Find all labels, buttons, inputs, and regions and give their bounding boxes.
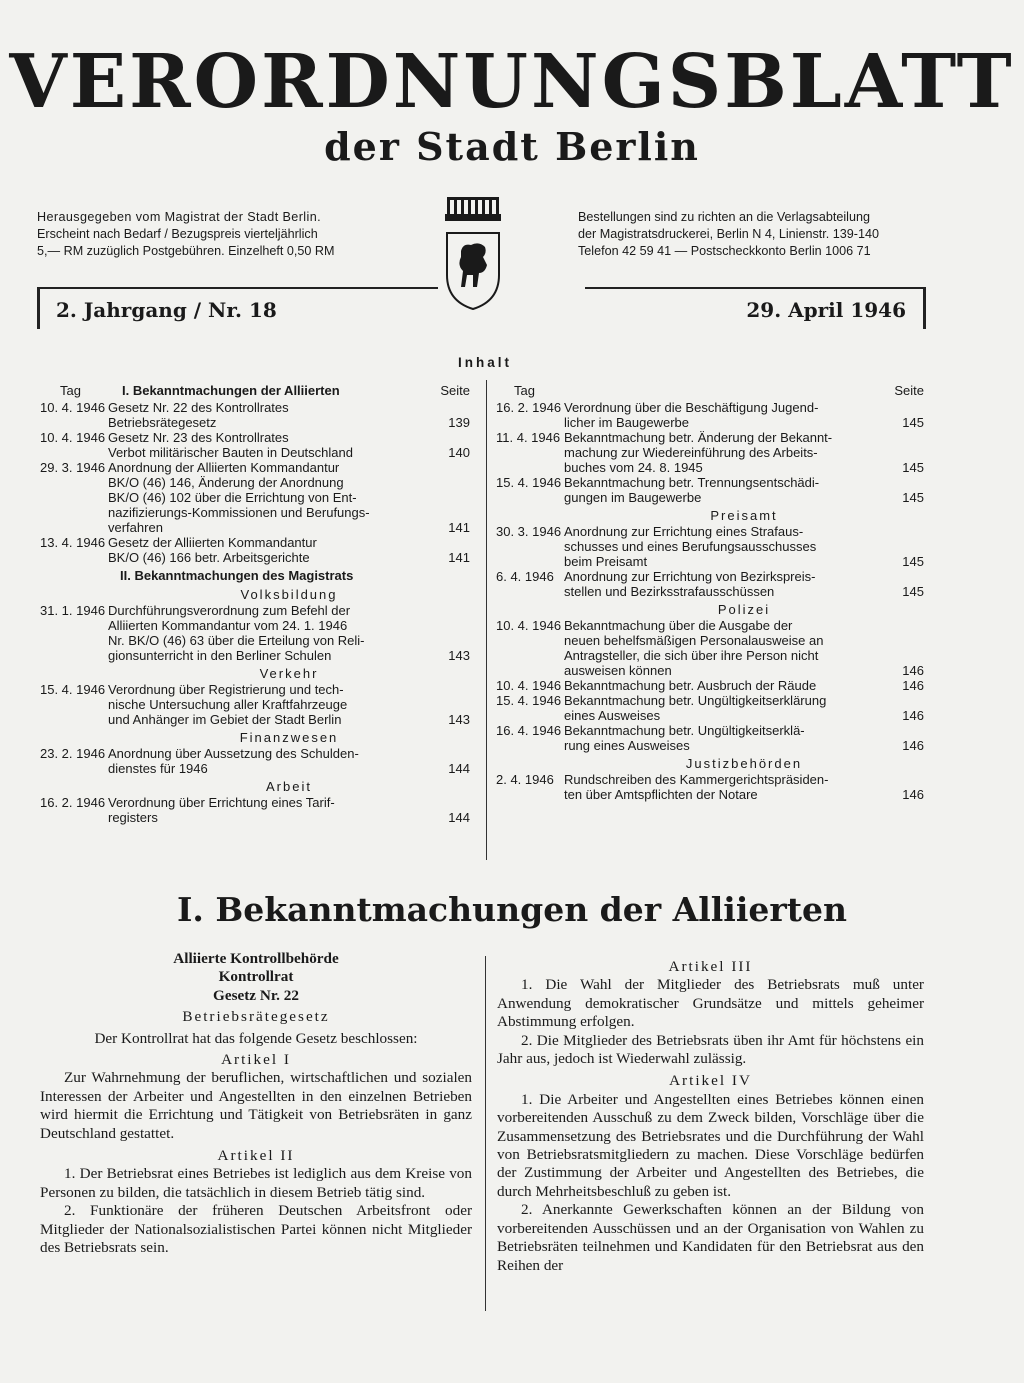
article-text: 1. Der Betriebsrat eines Betriebes ist lediglich aus dem Kreise von Personen zu bilden, die tatsächlich in diesem Betrieb tätig sind. [40,1165,472,1201]
toc-entry-text: Anordnung zur Errichtung eines Strafaus- schusses und eines Berufungsausschusses beim Preisamt [564,524,817,569]
article-text: 1. Die Wahl der Mitglieder des Betriebsrats muß unter Anwendung demokratischer Grundsätze und mittels geheimer Abstimmung erfolgen. [497,976,924,1031]
toc-entry-text: Bekanntmachung betr. Ungültigkeitserklä- rung eines Ausweises [564,723,805,753]
law-number: Gesetz Nr. 22 [213,986,299,1004]
article-text: Zur Wahrnehmung der beruflichen, wirtschaftlichen und sozialen Interessen der Arbeiter und Angestellten in den einzelnen Betrieben wird hiermit die Errichtung und Tätigkeit von Betriebsräten in ganz Deutschland gestattet. [40,1069,472,1142]
toc-entry-page: 141 [448,550,470,565]
body-right-column [497,958,924,1275]
toc-seite-header: Seite [894,383,924,398]
order-info [578,209,879,260]
toc-entry [40,430,470,460]
law-name: Betriebsrätegesetz [182,1008,330,1026]
toc-right-header [496,383,924,400]
toc-entry-text: Durchführungsverordnung zum Befehl der Alliierten Kommandantur vom 24. 1. 1946 Nr. BK/O (46) 63 über die Erteilung von Reli- gionsunterricht in den Berliner Schulen [108,603,365,663]
toc-subsection: Justizbehörden [685,756,803,771]
masthead-title: VERORDNUNGSBLATT [9,39,1015,125]
toc-entry-text: Verordnung über die Beschäftigung Jugend- licher im Baugewerbe [564,400,819,430]
toc-entry [496,618,924,678]
toc-entry-text: Gesetz Nr. 22 des Kontrollrates Betriebsrätegesetz [108,400,289,430]
toc-entry-date: 2. 4. 1946 [496,772,554,787]
toc-entry-date: 6. 4. 1946 [496,569,554,584]
toc-entry [496,430,924,475]
article-text: 2. Funktionäre der früheren Deutschen Arbeitsfront oder Mitglieder der Nationalsozialistischen Partei können nicht Mitglieder des Betriebsrats sein. [40,1202,472,1257]
toc-list [496,524,924,599]
publisher-line: Erscheint nach Bedarf / Bezugspreis vierteljährlich [37,227,318,241]
toc-entry-text: Bekanntmachung betr. Ungültigkeitserklärung eines Ausweises [564,693,827,723]
body-left-column [40,950,472,1258]
toc-entry [40,682,470,727]
publisher-info [37,209,335,260]
toc-entry-page: 145 [902,554,924,569]
toc-subsection: Finanzwesen [239,730,339,745]
publisher-line: 5,— RM zuzüglich Postgebühren. Einzelheft 0,50 RM [37,244,335,258]
toc-entry-page: 146 [902,787,924,802]
article-title: Artikel I [221,1051,291,1069]
toc-title: Inhalt [458,355,512,370]
toc-entry-date: 10. 4. 1946 [40,400,106,415]
toc-list [496,772,924,802]
toc-entry-date: 11. 4. 1946 [496,430,561,445]
toc-entry-page: 143 [448,712,470,727]
toc-divider [486,380,487,860]
toc-entry-page: 146 [902,708,924,723]
toc-entry-date: 31. 1. 1946 [40,603,106,618]
toc-entry-page: 140 [448,445,470,460]
toc-section-heading: I. Bekanntmachungen der Alliierten [122,383,340,398]
toc-section-heading: II. Bekanntmachungen des Magistrats [120,568,354,583]
toc-entry-text: Anordnung der Alliierten Kommandantur BK/O (46) 146, Änderung der Anordnung BK/O (46) 102 über die Errichtung von Ent- nazifizierungs-Kommissionen und Berufungs- verfahren [108,460,370,535]
toc-entry [496,723,924,753]
toc-entry-page: 144 [448,761,470,776]
toc-entry-date: 15. 4. 1946 [496,475,562,490]
article-title: Artikel II [217,1147,295,1165]
law-authority: Alliierte Kontrollbehörde [173,950,339,967]
toc-subsection: Volksbildung [240,587,338,602]
toc-entry [40,535,470,565]
toc-entry-text: Bekanntmachung betr. Trennungsentschädi- gungen im Baugewerbe [564,475,820,505]
order-line: Bestellungen sind zu richten an die Verlagsabteilung [578,210,870,224]
toc-entry-text: Verordnung über Registrierung und tech- nische Untersuchung aller Kraftfahrzeuge und Anhänger im Gebiet der Stadt Berlin [108,682,348,727]
toc-entry-page: 146 [902,678,924,693]
toc-entry-date: 15. 4. 1946 [40,682,106,697]
toc-entry-page: 144 [448,810,470,825]
toc-entry-page: 145 [902,490,924,505]
toc-entry-text: Bekanntmachung betr. Ausbruch der Räude [564,678,817,693]
toc-entry-date: 15. 4. 1946 [496,693,562,708]
order-line: Telefon 42 59 41 — Postscheckkonto Berlin 1006 71 [578,244,871,258]
toc-subsection: Polizei [717,602,771,617]
toc-entry-date: 23. 2. 1946 [40,746,106,761]
toc-entry-page: 145 [902,415,924,430]
toc-subsection: Arbeit [266,779,312,794]
toc-entry-page: 146 [902,663,924,678]
toc-entry-date: 30. 3. 1946 [496,524,562,539]
toc-entry [496,475,924,505]
toc-list [40,603,470,663]
toc-entry-date: 16. 2. 1946 [40,795,106,810]
article-text: 2. Die Mitglieder des Betriebsrats üben ihr Amt für höchstens ein Jahr aus, jedoch ist Wiederwahl zulässig. [497,1031,924,1068]
toc-left-header [40,383,470,400]
toc-entry-page: 141 [448,520,470,535]
toc-entry [40,460,470,535]
toc-list [40,795,470,825]
toc-entry [40,746,470,776]
law-intro: Der Kontrollrat hat das folgende Gesetz beschlossen: [94,1029,418,1047]
issue-number: 2. Jahrgang / Nr. 18 [56,298,277,322]
toc-subsection: Preisamt [710,508,778,523]
order-line: der Magistratsdruckerei, Berlin N 4, Linienstr. 139-140 [578,227,879,241]
article-text: 2. Anerkannte Gewerkschaften können an der Bildung von vorbereitenden Ausschüssen und an der Organisation von Wahlen zu Betriebsräten teilnehmen und Kandidaten für den Betriebsrat aus den Reihen der [497,1201,924,1274]
issue-date: 29. April 1946 [746,298,906,322]
toc-list [40,400,470,565]
toc-entry [496,524,924,569]
toc-entry-page: 139 [448,415,470,430]
toc-entry [40,400,470,430]
article-text: 1. Die Arbeiter und Angestellten eines Betriebes können einen vorbereitenden Ausschuß zu dem Zweck bilden, Vorschläge über die Zusammensetzung des Betriebsrates und die Durchführung der Wahl von Betriebsratsmitgliedern zu machen. Diese Vorschläge bedürfen der Zustimmung der Arbeiter und Angestellten des Betriebes, die durch Mehrheitsbeschluß zu geben ist. [497,1090,924,1200]
toc-entry-text: Anordnung über Aussetzung des Schulden- dienstes für 1946 [108,746,359,776]
article-title: Artikel III [668,958,753,975]
toc-entry [496,678,924,693]
toc-entry-date: 16. 4. 1946 [496,723,562,738]
toc-right-column [496,383,924,802]
toc-entry [496,772,924,802]
toc-tag-header: Tag [60,383,81,398]
toc-entry-text: Rundschreiben des Kammergerichtspräsiden- ten über Amtspflichten der Notare [564,772,829,802]
toc-entry-date: 29. 3. 1946 [40,460,106,475]
toc-entry-date: 10. 4. 1946 [40,430,106,445]
toc-entry-date: 13. 4. 1946 [40,535,106,550]
toc-entry-page: 145 [902,584,924,599]
toc-entry-page: 143 [448,648,470,663]
toc-entry-text: Bekanntmachung über die Ausgabe der neuen behelfsmäßigen Personalausweise an Antragsteller, die sich über ihre Person nicht ausweisen können [564,618,824,678]
toc-subsection: Verkehr [259,666,319,681]
toc-entry-text: Anordnung zur Errichtung von Bezirkspreis- stellen und Bezirksstrafausschüssen [564,569,816,599]
toc-entry-date: 16. 2. 1946 [496,400,562,415]
toc-list [40,746,470,776]
law-authority-sub: Kontrollrat [218,968,294,986]
toc-entry-text: Bekanntmachung betr. Änderung der Bekannt- machung zur Wiedereinführung des Arbeits- buches vom 24. 8. 1945 [564,430,833,475]
toc-entry [496,400,924,430]
toc-entry-text: Gesetz der Alliierten Kommandantur BK/O (46) 166 betr. Arbeitsgerichte [108,535,317,565]
toc-list [496,618,924,753]
toc-entry-page: 145 [902,460,924,475]
toc-seite-header: Seite [440,383,470,398]
toc-entry-text: Gesetz Nr. 23 des Kontrollrates Verbot militärischer Bauten in Deutschland [108,430,353,460]
main-heading: I. Bekanntmachungen der Alliierten [176,890,847,929]
toc-entry [40,795,470,825]
toc-list [496,400,924,505]
body-column-divider [485,956,486,1311]
toc-entry [496,569,924,599]
toc-entry-text: Verordnung über Errichtung eines Tarif- registers [108,795,335,825]
toc-entry [496,693,924,723]
toc-tag-header: Tag [514,383,535,398]
publisher-line: Herausgegeben vom Magistrat der Stadt Berlin. [37,210,322,224]
toc-entry-date: 10. 4. 1946 [496,678,562,693]
toc-entry-page: 146 [902,738,924,753]
article-title: Artikel IV [669,1072,752,1090]
toc-entry [40,603,470,663]
toc-left-column [40,383,470,825]
masthead-subtitle: der Stadt Berlin [324,124,700,169]
toc-entry-date: 10. 4. 1946 [496,618,562,633]
toc-list [40,682,470,727]
